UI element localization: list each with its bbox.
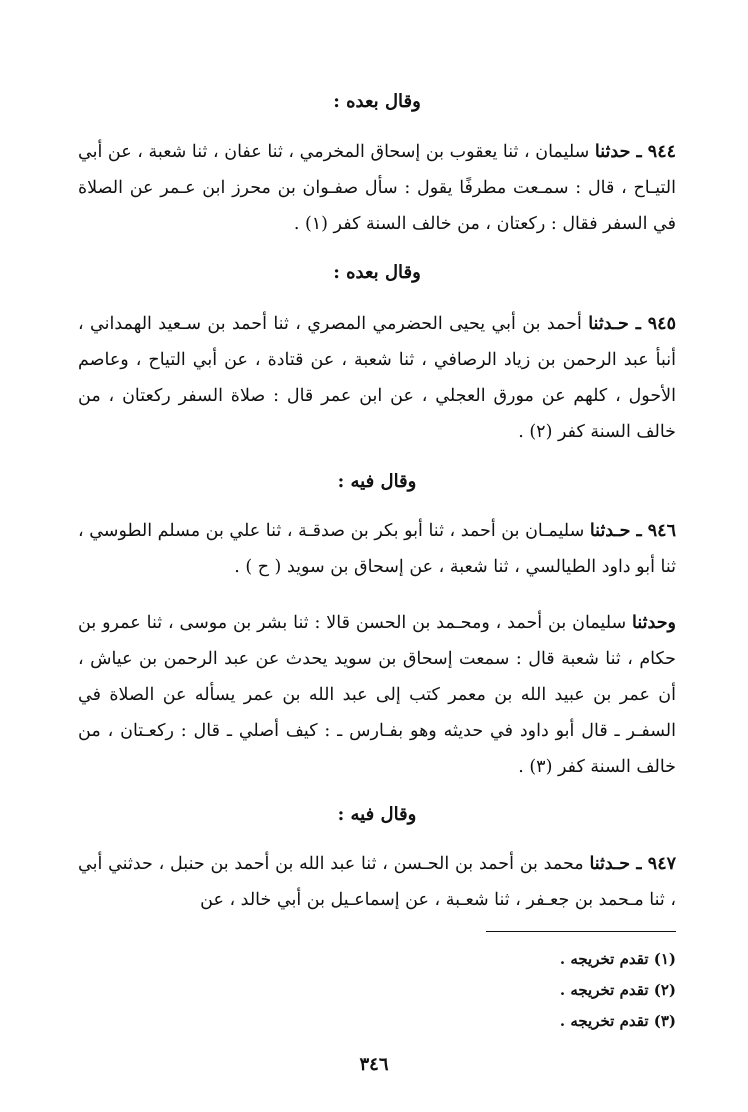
hadith-945 (78, 306, 676, 450)
footnote-separator (486, 931, 676, 932)
section-heading: وقال فيه : (337, 804, 417, 825)
hadith-946-second-chain (78, 605, 676, 785)
hadith-text: سليمان بن أحمد ، ومحـمد بن الحسن قالا : ثنا بشر بن موسى ، ثنا عمرو بن حكام ، ثنا شعبة قال : سمعت إسحاق بن سويد يحدث عن عبد الرحمن بن عياش ، أن عمر بن عبيد الله بن معمر كتب إلى عبد الله بن عمر يسأله عن الصلاة في السفـر ـ قال أبو داود في حديثه وهو بفـارس ـ : كيف أصلي ـ قال : ركعـتان ، من خالف السنة كفر (٣) . (78, 613, 676, 777)
footnote: (٣) تقدم تخريجه . (559, 1012, 676, 1030)
section-heading: وقال بعده : (333, 262, 421, 283)
hadith-text: سليمان ، ثنا يعقوب بن إسحاق المخرمي ، ثنا عفان ، ثنا شعبة ، عن أبي التيـاح ، قال : سمـعت مطرفًا يقول : سأل صفـوان بن محرز ابن عـمر عن الصلاة في السفر فقال : ركعتان ، من خالف السنة كفر (١) . (78, 142, 676, 234)
hadith-944 (78, 134, 676, 242)
hadith-947 (78, 846, 676, 918)
section-heading: وقال بعده : (333, 91, 421, 112)
footnotes (78, 944, 676, 1037)
footnote: (١) تقدم تخريجه . (559, 950, 676, 968)
hadith-text: سليمـان بن أحمد ، ثنا أبو بكر بن صدقـة ، ثنا علي بن مسلم الطوسي ، ثنا أبو داود الطيالسي ، ثنا شعبة ، عن إسحاق بن سويد ( ح ) . (78, 521, 676, 577)
hadith-text: محمد بن أحمد بن الحـسن ، ثنا عبد الله بن أحمد بن حنبل ، حدثني أبي ، ثنا مـحمد بن جعـفر ، ثنا شعـبة ، عن إسماعـيل بن أبي خالد ، عن (78, 854, 676, 910)
hadith-number: ٩٤٦ ـ حـدثنا (589, 521, 676, 541)
hadith-946 (78, 513, 676, 585)
hadith-text: أحمد بن أبي يحيى الحضرمي المصري ، ثنا أحمد بن سـعيد الهمداني ، أنبأ عبد الرحمن بن زياد الرصافي ، ثنا شعبة ، عن قتادة ، عن أبي التياح ، وعاصم الأحول ، كلهم عن مورق العجلي ، عن ابن عمر قال : صلاة السفر ركعتان ، من خالف السنة كفر (٢) . (78, 314, 676, 442)
hadith-number: ٩٤٤ ـ حدثنا (594, 142, 676, 162)
section-heading: وقال فيه : (337, 471, 417, 492)
hadith-number: وحدثنا (632, 613, 676, 633)
page-number: ٣٤٦ (359, 1054, 389, 1075)
hadith-number: ٩٤٥ ـ حـدثنا (588, 314, 676, 334)
hadith-number: ٩٤٧ ـ حـدثنا (589, 854, 676, 874)
footnote: (٢) تقدم تخريجه . (559, 981, 676, 999)
